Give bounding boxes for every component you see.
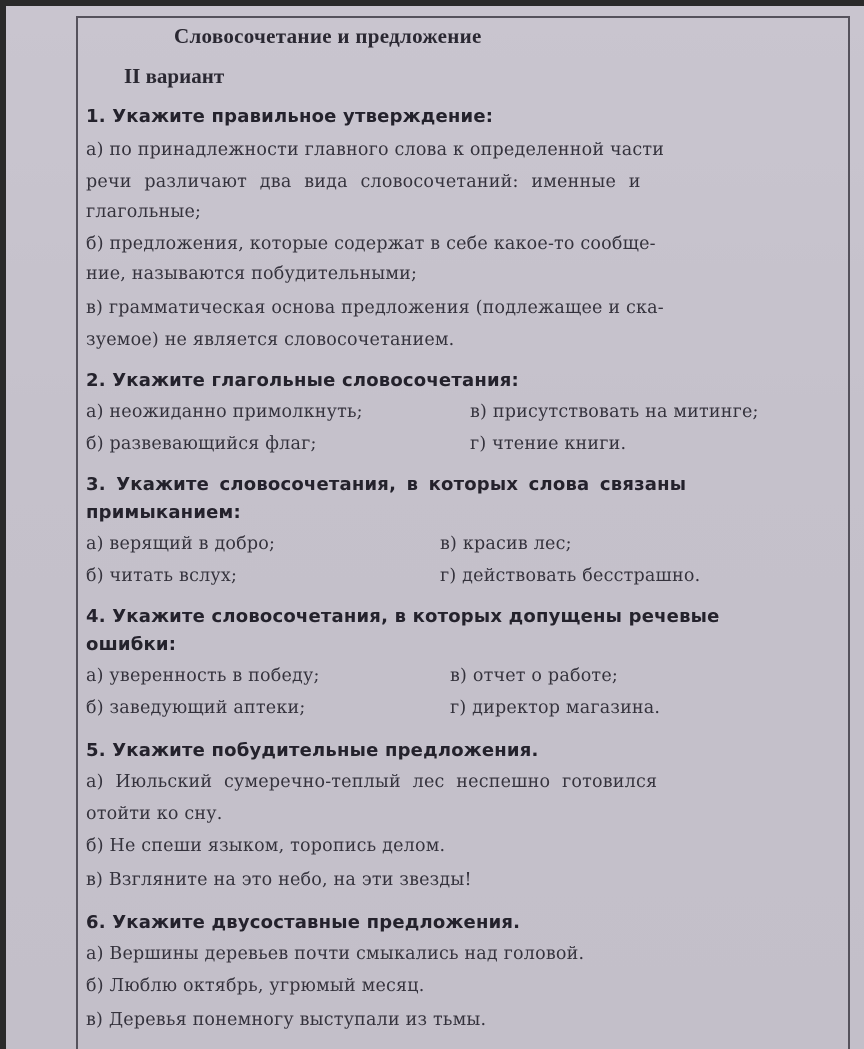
question-6: 6. Укажите двусоставные предложения. (86, 912, 521, 933)
q6-option-c: в) Деревья понемногу выступали из тьмы. (86, 1010, 487, 1030)
q5-option-a-line1: а) Июльский сумеречно-теплый лес неспешно готовился (86, 772, 658, 792)
question-3-line2: примыканием: (86, 502, 241, 523)
q2-option-b: б) развевающийся флаг; (86, 434, 317, 454)
question-4-line2: ошибки: (86, 634, 177, 655)
q3-option-c: в) красив лес; (440, 534, 572, 554)
variant-label: II вариант (124, 64, 225, 88)
q2-option-a: а) неожиданно примолкнуть; (86, 402, 363, 422)
q6-option-b: б) Люблю октябрь, угрюмый месяц. (86, 976, 425, 996)
question-5: 5. Укажите побудительные предложения. (86, 740, 539, 761)
question-2: 2. Укажите глагольные словосочетания: (86, 370, 519, 391)
q1-option-a-line3: глагольные; (86, 202, 202, 222)
q1-option-b-line1: б) предложения, которые содержат в себе какое-то сообще- (86, 234, 656, 254)
q5-option-c: в) Взгляните на это небо, на эти звезды! (86, 870, 472, 890)
q2-option-c: в) присутствовать на митинге; (470, 402, 759, 422)
q1-option-a-line1: а) по принадлежности главного слова к определенной части (86, 140, 665, 160)
q4-option-a: а) уверенность в победу; (86, 666, 320, 686)
q1-option-a-line2: речи различают два вида словосочетаний: именные и (86, 172, 641, 192)
q5-option-a-line2: отойти ко сну. (86, 804, 223, 824)
question-1: 1. Укажите правильное утверждение: (86, 106, 494, 127)
q4-option-c: в) отчет о работе; (450, 666, 618, 686)
page-border (76, 16, 850, 1049)
q4-option-d: г) директор магазина. (450, 698, 661, 718)
page-title: Словосочетание и предложение (174, 24, 482, 48)
q1-option-c-line1: в) грамматическая основа предложения (подлежащее и ска- (86, 298, 664, 318)
q4-option-b: б) заведующий аптеки; (86, 698, 306, 718)
q6-option-a: а) Вершины деревьев почти смыкались над головой. (86, 944, 585, 964)
q5-option-b: б) Не спеши языком, торопись делом. (86, 836, 446, 856)
q3-option-d: г) действовать бесстрашно. (440, 566, 701, 586)
q3-option-b: б) читать вслух; (86, 566, 238, 586)
question-4-line1: 4. Укажите словосочетания, в которых допущены речевые (86, 606, 720, 627)
question-3-line1: 3. Укажите словосочетания, в которых слова связаны (86, 474, 687, 495)
textbook-page (6, 6, 864, 1049)
q1-option-c-line2: зуемое) не является словосочетанием. (86, 330, 455, 350)
q2-option-d: г) чтение книги. (470, 434, 627, 454)
q1-option-b-line2: ние, называются побудительными; (86, 264, 418, 284)
q3-option-a: а) верящий в добро; (86, 534, 276, 554)
